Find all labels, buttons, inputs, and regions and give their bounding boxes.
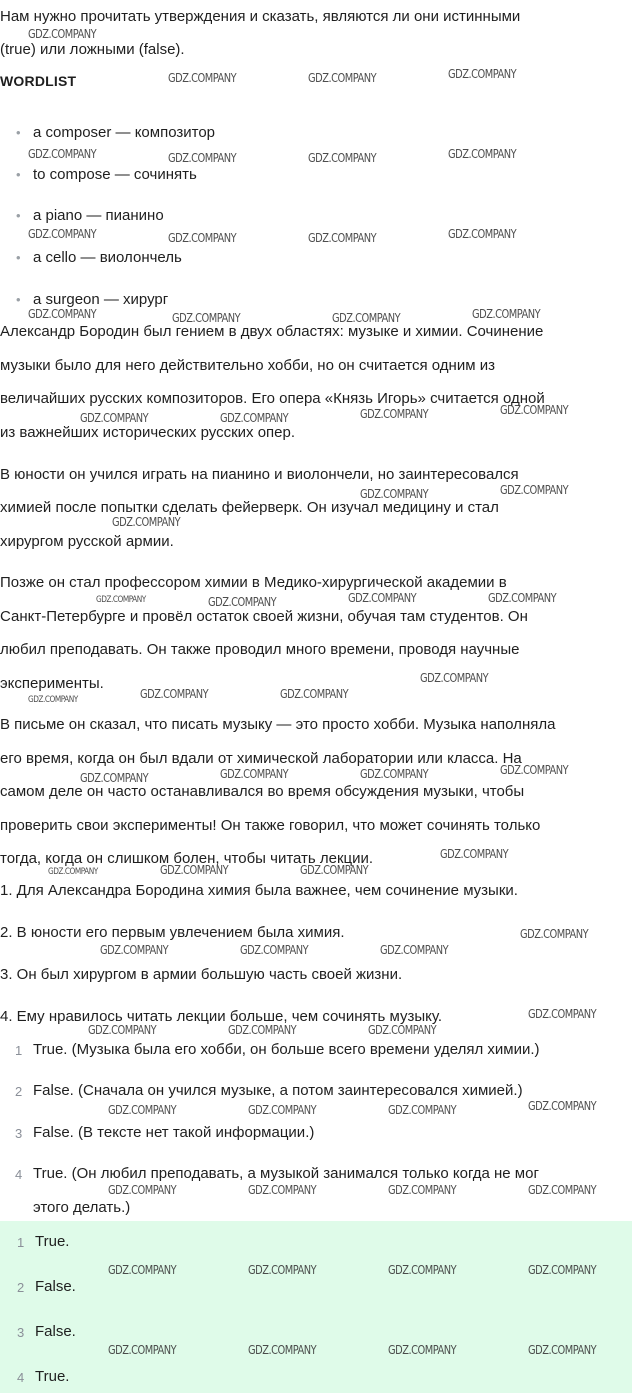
- watermark: GDZ.COMPANY: [348, 591, 417, 605]
- watermark: GDZ.COMPANY: [108, 1263, 177, 1277]
- list-number: 1: [17, 1235, 25, 1250]
- watermark: GDZ.COMPANY: [160, 863, 229, 877]
- watermark: GDZ.COMPANY: [388, 1343, 457, 1357]
- text-line: Позже он стал профессором химии в Медико-хирургической академии в: [0, 574, 507, 591]
- text-line: величайших русских композиторов. Его опера «Князь Игорь» считается одной: [0, 390, 545, 407]
- text-line: любил преподавать. Он также проводил много времени, проводя научные: [0, 641, 520, 658]
- answer-text: False.: [35, 1323, 76, 1340]
- list-number: 1: [15, 1043, 23, 1058]
- bullet-icon: •: [16, 292, 21, 307]
- text-line: его время, когда он был вдали от химической лаборатории или класса. На: [0, 750, 522, 767]
- watermark: GDZ.COMPANY: [80, 771, 149, 785]
- watermark: GDZ.COMPANY: [28, 695, 78, 705]
- watermark: GDZ.COMPANY: [168, 71, 237, 85]
- watermark: GDZ.COMPANY: [520, 927, 589, 941]
- statement: 4. Ему нравилось читать лекции больше, чем сочинять музыку.: [0, 1008, 443, 1025]
- list-number: 2: [15, 1084, 23, 1099]
- answer-text: True.: [35, 1233, 70, 1250]
- watermark: GDZ.COMPANY: [448, 227, 517, 241]
- list-number: 2: [17, 1280, 25, 1295]
- watermark: GDZ.COMPANY: [360, 767, 429, 781]
- explanation-text: True. (Музыка была его хобби, он больше всего времени уделял химии.): [33, 1041, 540, 1058]
- wordlist-heading: WORDLIST: [0, 73, 77, 89]
- watermark: GDZ.COMPANY: [48, 867, 98, 877]
- text-line: из важнейших исторических русских опер.: [0, 424, 296, 441]
- watermark: GDZ.COMPANY: [308, 151, 377, 165]
- watermark: GDZ.COMPANY: [440, 847, 509, 861]
- watermark: GDZ.COMPANY: [500, 763, 569, 777]
- watermark: GDZ.COMPANY: [360, 407, 429, 421]
- page: Нам нужно прочитать утверждения и сказать, являются ли они истинными (true) или ложными (false). WORDLIST • a composer — композитор • to compose — сочинять • a piano — пианино • a cello — виолончель • a surgeon — хирург Александр Бородин был гением в двух областях: музыке и химии. Сочинение музыки было для него действительно хобби, но он считается одним из величайших русских композиторов. Его опера «Князь Игорь» считается одной из важнейших исторических русских опер. В юности он учился играть на пианино и виолончели, но заинтересовался химией после попытки сделать фейерверк. Он изучал медицину и стал хирургом русской армии. Позже он стал профессором химии в Медико-хирургической академии в Санкт-Петербурге и провёл остаток своей жизни, обучая там студентов. Он любил преподавать. Он также проводил много времени, проводя научные эксперименты. В письме он сказал, что писать музыку — это просто хобби. Музыка наполняла его время, когда он был вдали от химической лаборатории или класса. На самом деле он часто останавливался во время обсуждения музыки, чтобы проверить свои эксперименты! Он также говорил, что может сочинять только тогда, когда он слишком болен, чтобы читать лекции. 1. Для Александра Бородина химия была важнее, чем сочинение музыки. 2. В юности его первым увлечением была химия. 3. Он был хирургом в армии большую часть своей жизни. 4. Ему нравилось читать лекции больше, чем сочинять музыку. 1 True. (Музыка была его хобби, он больше всего времени уделял химии.) 2 False. (Сначала он учился музыке, а потом заинтересовался химией.) 3 False. (В тексте нет такой информации.) 4 True. (Он любил преподавать, а музыкой занимался только когда не мог этого делать.) 1 True. 2 False. 3 False. 4 True. GDZ.COMPANY GDZ.COMPANY GDZ.COMPANY GDZ.COMPANY GDZ.COMPANY GDZ.COMPANY GDZ.COMPANY GDZ.COMPANY GDZ.COMPANY GDZ.COMPANY GDZ.COMPANY GDZ.COMPANY GDZ.COMPANY GDZ.COMPANY GDZ.COMPANY GDZ.COMPANY GDZ.COMPANY GDZ.COMPANY GDZ.COMPANY GDZ.COMPANY GDZ.COMPANY GDZ.COMPANY GDZ.COMPANY GDZ.COMPANY GDZ.COMPANY GDZ.COMPANY GDZ.COMPANY GDZ.COMPANY GDZ.COMPANY GDZ.COMPANY GDZ.COMPANY GDZ.COMPANY GDZ.COMPANY GDZ.COMPANY GDZ.COMPANY GDZ.COMPANY GDZ.COMPANY GDZ.COMPANY GDZ.COMPANY GDZ.COMPANY GDZ.COMPANY GDZ.COMPANY GDZ.COMPANY GDZ.COMPANY GDZ.COMPANY GDZ.COMPANY GDZ.COMPANY GDZ.COMPANY GDZ.COMPANY GDZ.COMPANY GDZ.COMPANY GDZ.COMPANY GDZ.COMPANY GDZ.COMPANY GDZ.COMPANY GDZ.COMPANY GDZ.COMPANY GDZ.COMPANY GDZ.COMPANY GDZ.COMPANY GDZ.COMPANY GDZ.COMPANY GDZ.COMPANY: [0, 0, 632, 1393]
- watermark: GDZ.COMPANY: [28, 227, 97, 241]
- intro-line-2: (true) или ложными (false).: [0, 41, 185, 58]
- watermark: GDZ.COMPANY: [528, 1007, 597, 1021]
- watermark: GDZ.COMPANY: [308, 231, 377, 245]
- bullet-icon: •: [16, 167, 21, 182]
- watermark: GDZ.COMPANY: [388, 1183, 457, 1197]
- list-number: 3: [17, 1325, 25, 1340]
- watermark: GDZ.COMPANY: [240, 943, 309, 957]
- watermark: GDZ.COMPANY: [168, 231, 237, 245]
- watermark: GDZ.COMPANY: [248, 1103, 317, 1117]
- watermark: GDZ.COMPANY: [528, 1263, 597, 1277]
- watermark: GDZ.COMPANY: [108, 1343, 177, 1357]
- watermark: GDZ.COMPANY: [500, 483, 569, 497]
- statement: 1. Для Александра Бородина химия была важнее, чем сочинение музыки.: [0, 882, 518, 899]
- text-line: Санкт-Петербурге и провёл остаток своей жизни, обучая там студентов. Он: [0, 608, 528, 625]
- watermark: GDZ.COMPANY: [228, 1023, 297, 1037]
- watermark: GDZ.COMPANY: [488, 591, 557, 605]
- explanation-text: False. (В тексте нет такой информации.): [33, 1124, 315, 1141]
- watermark: GDZ.COMPANY: [500, 403, 569, 417]
- watermark: GDZ.COMPANY: [96, 595, 146, 605]
- text-line: Александр Бородин был гением в двух областях: музыке и химии. Сочинение: [0, 323, 544, 340]
- watermark: GDZ.COMPANY: [28, 307, 97, 321]
- watermark: GDZ.COMPANY: [220, 411, 289, 425]
- explanation-text: True. (Он любил преподавать, а музыкой занимался только когда не мог: [33, 1165, 539, 1182]
- watermark: GDZ.COMPANY: [112, 515, 181, 529]
- text-line: хирургом русской армии.: [0, 533, 174, 550]
- watermark: GDZ.COMPANY: [360, 487, 429, 501]
- watermark: GDZ.COMPANY: [472, 307, 541, 321]
- explanation-text-continued: этого делать.): [33, 1199, 131, 1216]
- watermark: GDZ.COMPANY: [248, 1183, 317, 1197]
- list-number: 4: [17, 1370, 25, 1385]
- watermark: GDZ.COMPANY: [28, 27, 97, 41]
- answer-text: True.: [35, 1368, 70, 1385]
- watermark: GDZ.COMPANY: [388, 1263, 457, 1277]
- watermark: GDZ.COMPANY: [168, 151, 237, 165]
- watermark: GDZ.COMPANY: [108, 1183, 177, 1197]
- watermark: GDZ.COMPANY: [528, 1343, 597, 1357]
- watermark: GDZ.COMPANY: [88, 1023, 157, 1037]
- watermark: GDZ.COMPANY: [140, 687, 209, 701]
- watermark: GDZ.COMPANY: [380, 943, 449, 957]
- text-line: В письме он сказал, что писать музыку — это просто хобби. Музыка наполняла: [0, 716, 556, 733]
- watermark: GDZ.COMPANY: [280, 687, 349, 701]
- answer-text: False.: [35, 1278, 76, 1295]
- bullet-icon: •: [16, 208, 21, 223]
- list-number: 4: [15, 1167, 23, 1182]
- watermark: GDZ.COMPANY: [220, 767, 289, 781]
- text-line: тогда, когда он слишком болен, чтобы читать лекции.: [0, 850, 374, 867]
- watermark: GDZ.COMPANY: [528, 1183, 597, 1197]
- watermark: GDZ.COMPANY: [300, 863, 369, 877]
- watermark: GDZ.COMPANY: [208, 595, 277, 609]
- watermark: GDZ.COMPANY: [332, 311, 401, 325]
- watermark: GDZ.COMPANY: [448, 147, 517, 161]
- statement: 3. Он был хирургом в армии большую часть своей жизни.: [0, 966, 403, 983]
- list-number: 3: [15, 1126, 23, 1141]
- text-line: музыки было для него действительно хобби, но он считается одним из: [0, 357, 495, 374]
- watermark: GDZ.COMPANY: [420, 671, 489, 685]
- watermark: GDZ.COMPANY: [80, 411, 149, 425]
- text-line: В юности он учился играть на пианино и виолончели, но заинтересовался: [0, 466, 519, 483]
- text-line: самом деле он часто останавливался во время обсуждения музыки, чтобы: [0, 783, 525, 800]
- watermark: GDZ.COMPANY: [248, 1343, 317, 1357]
- watermark: GDZ.COMPANY: [528, 1099, 597, 1113]
- bullet-icon: •: [16, 250, 21, 265]
- statement: 2. В юности его первым увлечением была химия.: [0, 924, 345, 941]
- watermark: GDZ.COMPANY: [308, 71, 377, 85]
- watermark: GDZ.COMPANY: [172, 311, 241, 325]
- watermark: GDZ.COMPANY: [448, 67, 517, 81]
- watermark: GDZ.COMPANY: [368, 1023, 437, 1037]
- watermark: GDZ.COMPANY: [28, 147, 97, 161]
- watermark: GDZ.COMPANY: [108, 1103, 177, 1117]
- watermark: GDZ.COMPANY: [388, 1103, 457, 1117]
- text-line: эксперименты.: [0, 675, 104, 692]
- bullet-icon: •: [16, 125, 21, 140]
- answers-box: [0, 1221, 632, 1393]
- watermark: GDZ.COMPANY: [248, 1263, 317, 1277]
- text-line: химией после попытки сделать фейерверк. Он изучал медицину и стал: [0, 499, 499, 516]
- explanation-text: False. (Сначала он учился музыке, а потом заинтересовался химией.): [33, 1082, 523, 1099]
- text-line: проверить свои эксперименты! Он также говорил, что может сочинять только: [0, 817, 541, 834]
- intro-line-1: Нам нужно прочитать утверждения и сказать, являются ли они истинными: [0, 8, 521, 25]
- watermark: GDZ.COMPANY: [100, 943, 169, 957]
